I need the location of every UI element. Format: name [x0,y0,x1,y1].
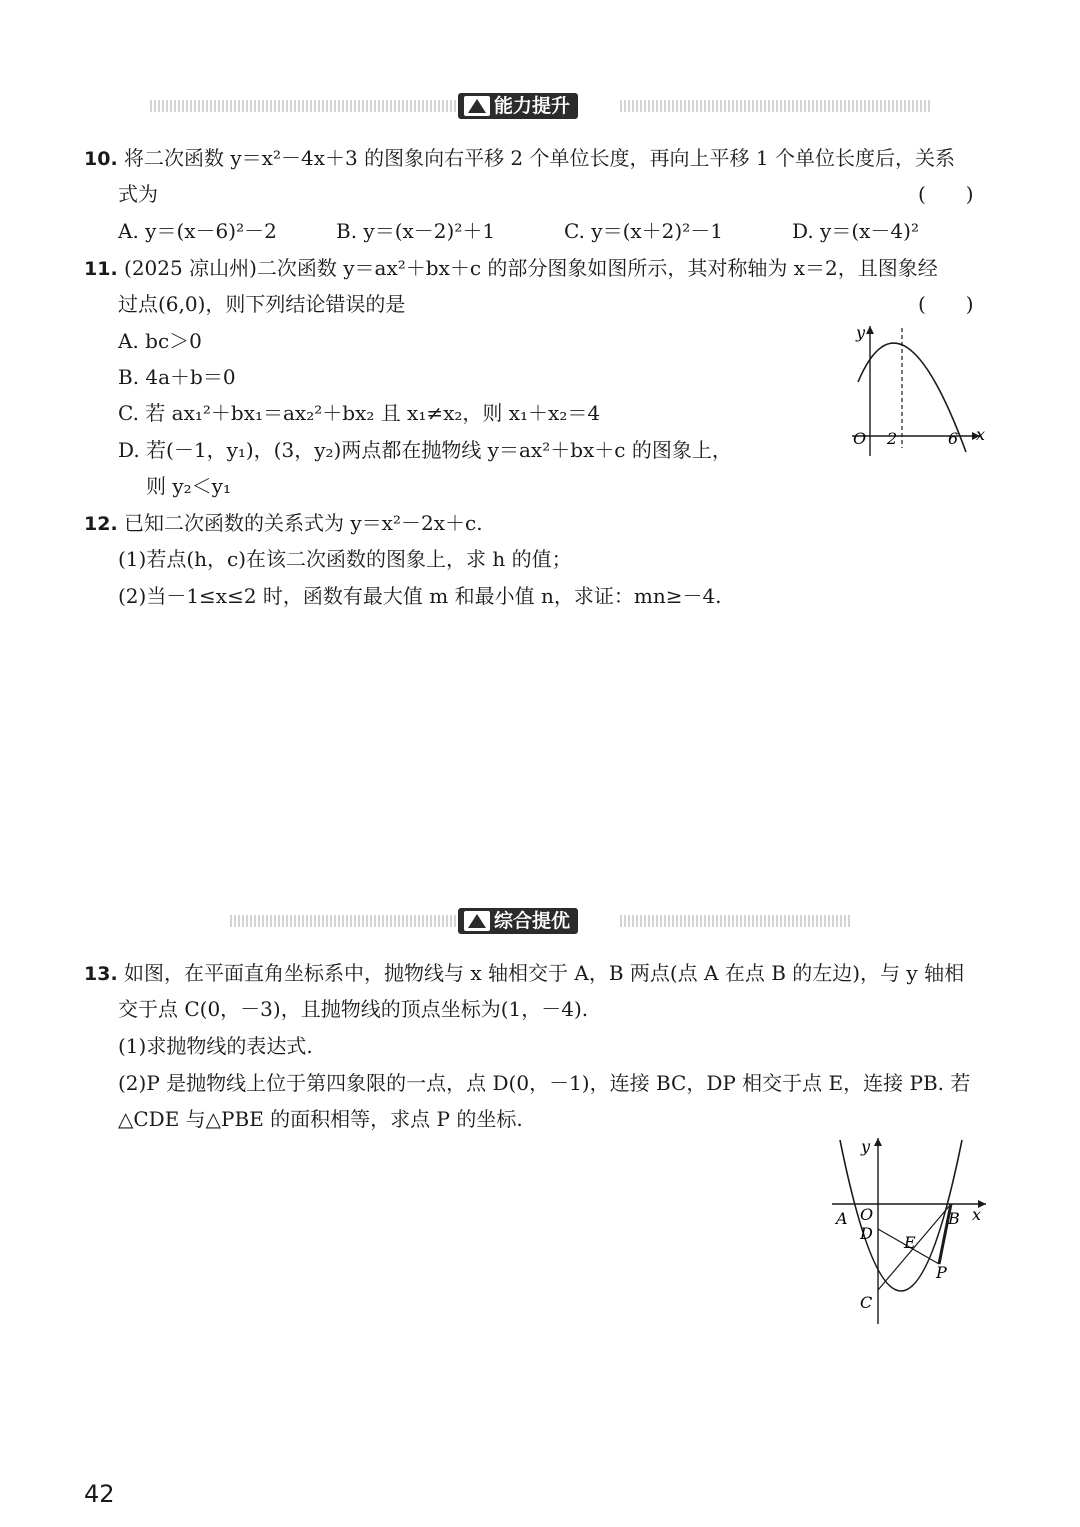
q13-y-axis-arrow [874,1138,882,1146]
q11-option-d1: D. 若(－1，y₁)，(3，y₂)两点都在抛物线 y＝ax²＋bx＋c 的图象上， [118,438,732,462]
q12-line1 [84,508,483,539]
q13-label-d: D [860,1224,873,1243]
q11-line1 [84,253,938,284]
q10-line2: 式为 [118,182,158,206]
page-number: 42 [84,1480,115,1508]
section-badge-comprehensive [458,908,578,934]
q10-option-c: C. y＝(x＋2)²－1 [564,219,723,243]
section-title-comprehensive: 综合提优 [494,910,571,932]
q11-parabola-figure [840,318,990,460]
q13-label-c: C [860,1293,873,1312]
pyramid-icon [464,96,490,116]
q13-part1: (1)求抛物线的表达式. [118,1034,313,1058]
pyramid-icon [464,911,490,931]
q13-stem: 如图，在平面直角坐标系中，抛物线与 x 轴相交于 A，B 两点(点 A 在点 B 的左边)，与 y 轴相 [124,961,965,985]
q12-stem: 已知二次函数的关系式为 y＝x²－2x＋c. [124,511,483,535]
q10-option-b: B. y＝(x－2)²＋1 [336,219,496,243]
q13-parabola-figure [826,1132,996,1332]
q13-label-a: A [836,1209,848,1228]
section-badge-ability [458,93,578,119]
q10-stem: 将二次函数 y＝x²－4x＋3 的图象向右平移 2 个单位长度，再向上平移 1 个单位长度后，关系 [124,146,955,170]
q13-label-o: O [860,1205,874,1224]
q11-option-d2: 则 y₂＜y₁ [146,474,231,498]
q10-option-a: A. y＝(x－6)²－2 [118,219,277,243]
q11-number: 11. [84,258,118,280]
q13-label-e: E [904,1233,916,1252]
q13-label-x: x [972,1205,982,1224]
q13-label-y: y [861,1137,871,1156]
q13-label-p: P [936,1263,947,1282]
q11-answer-paren: ( ) [918,292,974,316]
q12-part2: (2)当－1≤x≤2 时，函数有最大值 m 和最小值 n，求证：mn≥－4. [118,584,722,608]
q11-label-x: x [976,425,986,444]
q11-tick-6: 6 [948,429,959,448]
q10-number: 10. [84,148,118,170]
q11-option-c: C. 若 ax₁²＋bx₁＝ax₂²＋bx₂ 且 x₁≠x₂，则 x₁＋x₂＝4 [118,401,601,425]
q11-tick-2: 2 [887,429,898,448]
q11-label-origin: O [853,429,867,448]
q10-line1 [84,143,955,174]
q11-option-a: A. bc＞0 [118,329,202,353]
q11-line2: 过点(6,0)，则下列结论错误的是 [118,292,406,316]
q13-line1 [84,958,964,989]
q10-answer-paren: ( ) [918,182,974,206]
q11-label-y: y [856,323,866,342]
q12-part1: (1)若点(h，c)在该二次函数的图象上，求 h 的值； [118,547,572,571]
q13-line2: 交于点 C(0，－3)，且抛物线的顶点坐标为(1，－4). [118,997,589,1021]
q11-stem: (2025 凉山州)二次函数 y＝ax²＋bx＋c 的部分图象如图所示，其对称轴为 x＝2，且图象经 [124,256,938,280]
q13-label-b: B [948,1209,960,1228]
q11-y-axis-arrow [866,326,874,334]
q10-option-d: D. y＝(x－4)² [792,219,919,243]
q13-part2b: △CDE 与△PBE 的面积相等，求点 P 的坐标. [118,1107,523,1131]
section-title-ability: 能力提升 [494,95,571,117]
q12-number: 12. [84,513,118,535]
q13-part2a: (2)P 是抛物线上位于第四象限的一点，点 D(0，－1)，连接 BC，DP 相交于点 E，连接 PB. 若 [118,1071,971,1095]
section-banner-ability [150,93,930,119]
q11-option-b: B. 4a＋b＝0 [118,365,236,389]
q13-number: 13. [84,963,118,985]
